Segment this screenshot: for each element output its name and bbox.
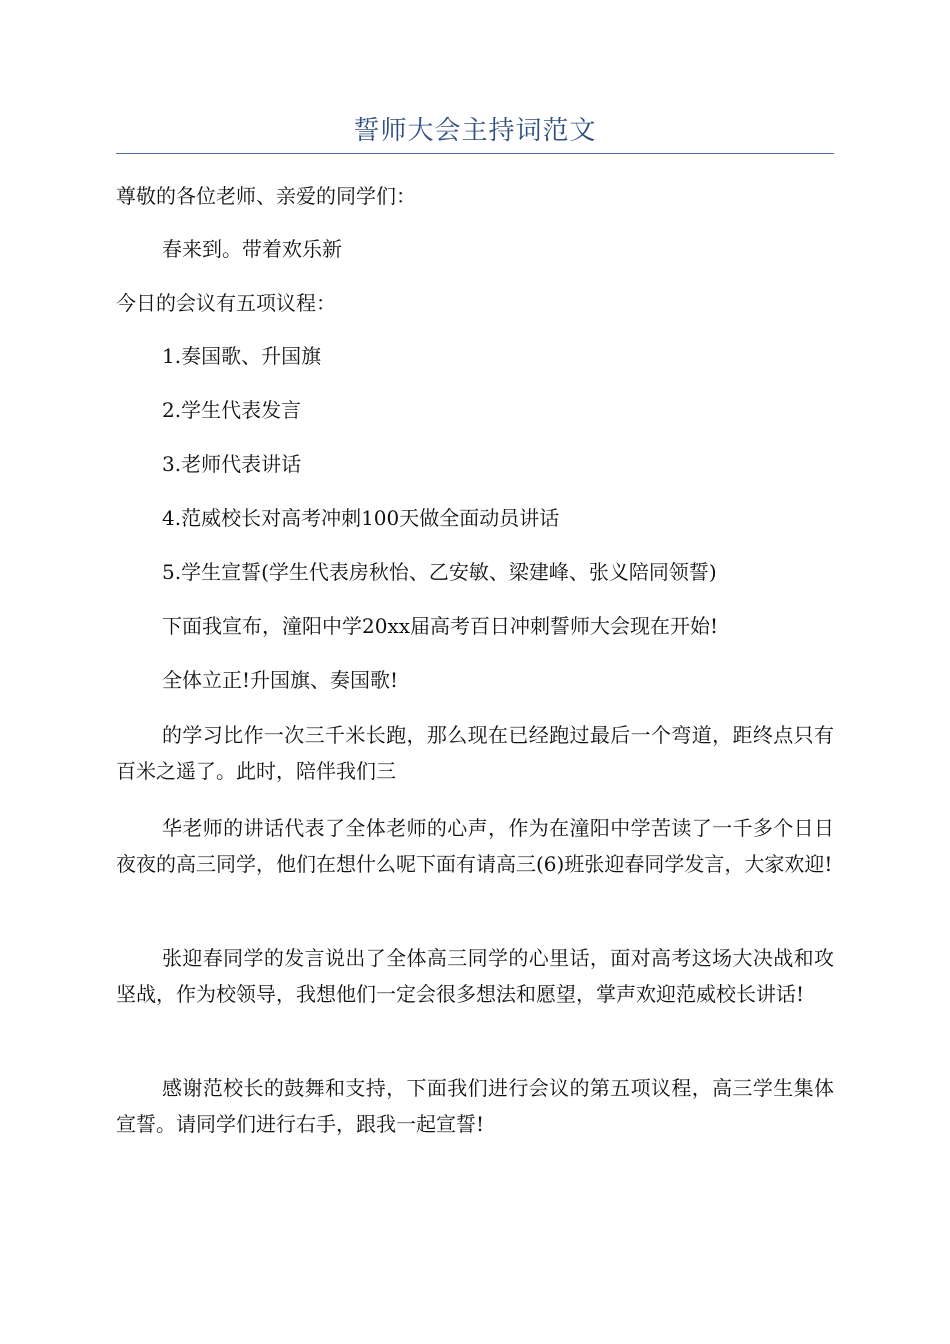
agenda-item-1: 1.奏国歌、升国旗	[162, 344, 322, 368]
agenda-item-3: 3.老师代表讲话	[162, 452, 302, 476]
agenda-item-5: 5.学生宣誓(学生代表房秋怡、乙安敏、梁建峰、张义陪同领誓)	[162, 560, 717, 584]
agenda-item-2: 2.学生代表发言	[162, 398, 302, 422]
agenda-item-4: 4.范威校长对高考冲刺100天做全面动员讲话	[162, 506, 560, 530]
body-paragraph: 感谢范校长的鼓舞和支持，下面我们进行会议的第五项议程，高三学生集体宣誓。请同学们进行右手，跟我一起宣誓!	[116, 1076, 834, 1136]
body-paragraph: 华老师的讲话代表了全体老师的心声，作为在潼阳中学苦读了一千多个日日夜夜的高三同学，他们在想什么呢下面有请高三(6)班张迎春同学发言，大家欢迎!	[116, 816, 834, 876]
body-paragraph: 春来到。带着欢乐新	[162, 237, 342, 261]
salutation-paragraph: 尊敬的各位老师、亲爱的同学们：	[116, 184, 416, 208]
body-paragraph: 下面我宣布，潼阳中学20xx届高考百日冲刺誓师大会现在开始!	[162, 614, 719, 638]
document-title: 誓师大会主持词范文	[353, 116, 597, 146]
body-paragraph: 的学习比作一次三千米长跑，那么现在已经跑过最后一个弯道，距终点只有百米之遥了。此时，陪伴我们三	[116, 723, 834, 783]
body-paragraph: 张迎春同学的发言说出了全体高三同学的心里话，面对高考这场大决战和攻坚战，作为校领导，我想他们一定会很多想法和愿望，掌声欢迎范威校长讲话!	[116, 946, 834, 1006]
agenda-intro-paragraph: 今日的会议有五项议程：	[116, 291, 336, 315]
title-underline	[116, 153, 834, 154]
body-paragraph: 全体立正!升国旗、奏国歌!	[162, 668, 399, 692]
